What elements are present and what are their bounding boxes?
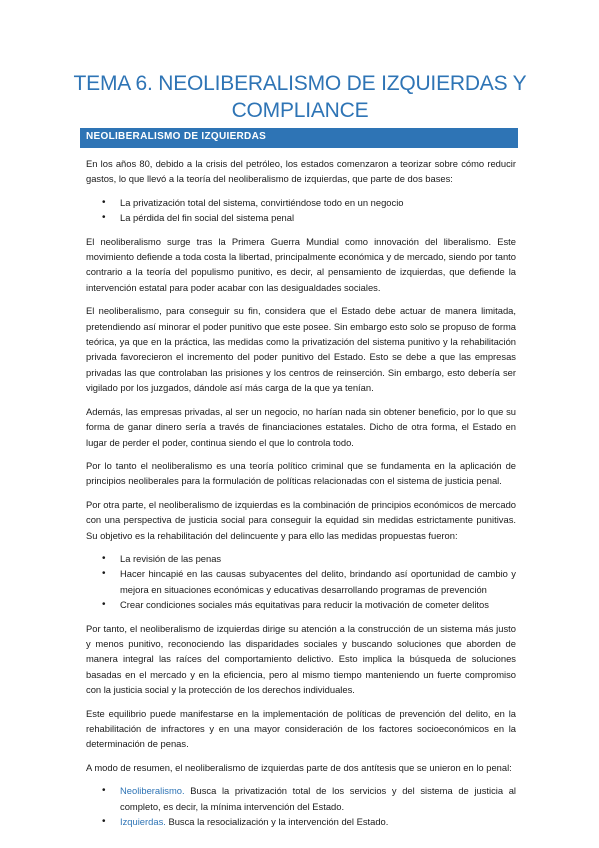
- term-neoliberalismo: Neoliberalismo.: [120, 785, 185, 797]
- measures-list: [86, 551, 516, 613]
- page-title: TEMA 6. NEOLIBERALISMO DE IZQUIERDAS Y COMPLIANCE: [73, 72, 527, 122]
- list-item: [86, 814, 516, 829]
- paragraph-private-companies: Además, las empresas privadas, al ser un negocio, no harían nada sin obtener beneficio, por lo que su forma de ganar dinero sería a través de financiaciones estatales. Dicho de otra forma, el Estado en lugar de perder el poder, continua siendo el que lo controla todo.: [86, 405, 516, 448]
- section-heading-bar: [80, 128, 518, 148]
- paragraph-origin: El neoliberalismo surge tras la Primera Guerra Mundial como innovación del liberalismo. Este movimiento defiende a toda costa la libertad, principalmente económica y de mercado, siendo por tanto contrario a la teoría del populismo punitivo, es decir, al pensamiento de izquierdas, que defiende la intervención estatal para poder acabar con las desigualdades sociales.: [86, 235, 516, 293]
- section-heading: NEOLIBERALISMO DE IZQUIERDAS: [86, 131, 267, 142]
- paragraph-left-neoliberalism: Por otra parte, el neoliberalismo de izquierdas es la combinación de principios económicos de mercado con una perspectiva de justicia social para conseguir la equidad sin medidas estrictamente punitivas. Su objetivo es la rehabilitación del delincuente y para ello las medidas propuestas fueron:: [86, 498, 516, 541]
- list-item: [86, 783, 516, 814]
- antithesis-list: [86, 783, 516, 829]
- paragraph-intro: En los años 80, debido a la crisis del petróleo, los estados comenzaron a teorizar sobre cómo reducir gastos, lo que llevó a la teoría del neoliberalismo de izquierdas, que parte de dos bases:: [86, 158, 516, 185]
- list-item: • La pérdida del fin social del sistema penal: [86, 210, 516, 225]
- paragraph-summary: A modo de resumen, el neoliberalismo de izquierdas parte de dos antítesis que se unieron en lo penal:: [86, 761, 512, 773]
- paragraph-state-role: El neoliberalismo, para conseguir su fin, considera que el Estado debe actuar de manera limitada, pretendiendo así minorar el poder punitivo que este posee. Sin embargo esto solo se propuso de forma teórica, ya que en la práctica, las medidas como la privatización del sistema punitivo y la rehabilitación privada favorecieron el incremento del poder punitivo del Estado. Esto se debe a que las empresas privadas las que controlaban las prisiones y los centros de reinserción. Sin embargo, esto debería ser vigilado por los juzgados, dándole así más carga de la que ya tenían.: [86, 305, 516, 394]
- term-description: Busca la privatización total de los servicios y del sistema de justicia al completo, es decir, la mínima intervención del Estado.: [120, 785, 516, 812]
- list-item: • Crear condiciones sociales más equitativas para reducir la motivación de cometer delitos: [86, 597, 516, 612]
- list-item: • Hacer hincapié en las causas subyacentes del delito, brindando así oportunidad de cambio y mejora en situaciones económicas y educativas desarrollando programas de prevención: [86, 566, 516, 597]
- list-item: • La privatización total del sistema, convirtiéndose todo en un negocio: [86, 195, 516, 210]
- paragraph-conclusion: Por tanto, el neoliberalismo de izquierdas dirige su atención a la construcción de un sistema más justo y menos punitivo, reconociendo las disparidades sociales y buscando soluciones que aborden de manera integral las raíces del comportamiento delictivo. Esto implica la búsqueda de soluciones basadas en el mercado y en la eficiencia, pero al mismo tiempo manteniendo un fuerte compromiso con la justicia social y la protección de los derechos individuales.: [86, 622, 516, 696]
- term-izquierdas: Izquierdas.: [120, 816, 166, 828]
- paragraph-balance: Este equilibrio puede manifestarse en la implementación de políticas de prevención del delito, en la rehabilitación de infractores y en una mayor consideración de los factores socioeconómicos en la determinación de penas.: [86, 707, 516, 750]
- bases-list: [86, 195, 516, 226]
- paragraph-definition: Por lo tanto el neoliberalismo es una teoría político criminal que se fundamenta en la aplicación de principios neoliberales para la formulación de políticas relacionadas con el sistema de justicia penal.: [86, 459, 516, 487]
- document-body: [86, 156, 516, 837]
- term-description: Busca la resocialización y la intervención del Estado.: [165, 816, 389, 828]
- list-item: • La revisión de las penas: [86, 551, 516, 566]
